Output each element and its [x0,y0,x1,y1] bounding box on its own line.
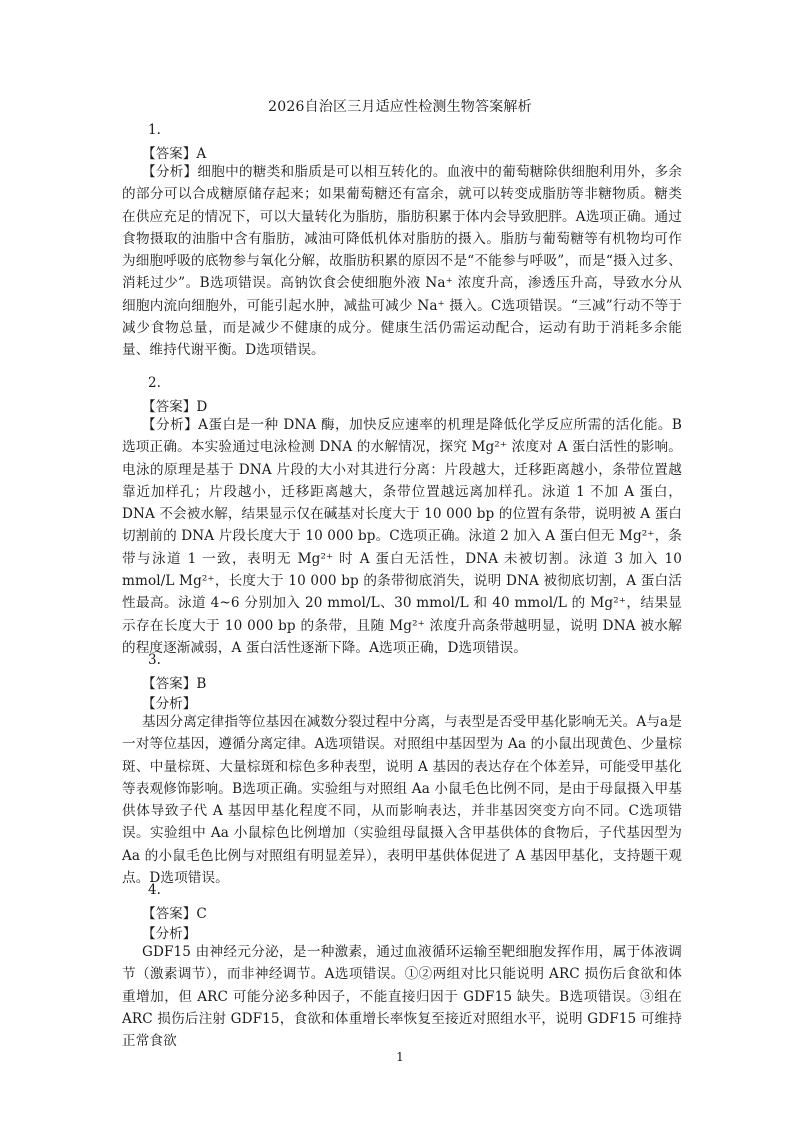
answer-line: 【答案】B [142,676,207,692]
page-number: 1 [396,1050,404,1064]
question-number: 3. [148,652,161,668]
analysis-label: 【分析】 [142,417,199,433]
analysis-label: 【分析】 [142,696,197,712]
analysis-label: 【分析】 [142,926,197,942]
question-number: 4. [148,882,161,898]
analysis-paragraph [122,161,682,362]
analysis-paragraph: 基因分离定律指等位基因在减数分裂过程中分离，与表型是否受甲基化影响无关。A与a是一对等位基因，遵循分离定律。A选项错误。对照组中基因型为 Aa 的小鼠出现黄色、少量棕斑、中量棕斑、大量棕斑和棕色多种表型，说明 A 基因的表达存在个体差异，可能受甲基化等表观修饰影响。B选项正确。实验组与对照组 Aa 小鼠毛色比例不同，是由于母鼠摄入甲基供体导致子代 A 基因甲基化程度不同，从而影响表达，并非基因突变方向不同。C选项错误。实验组中 Aa 小鼠棕色比例增加（实验组母鼠摄入含甲基供体的食物后，子代基因型为 Aa 的小鼠毛色比例与对照组有明显差异），表明甲基供体促进了 A 基因甲基化，支持题干观点。D选项错误。 [122,714,682,887]
analysis-text: A蛋白是一种 DNA 酶，加快反应速率的机理是降低化学反应所需的活化能。B选项正确。本实验通过电泳检测 DNA 的水解情况，探究 Mg²⁺ 浓度对 A 蛋白活性的影响。电泳的原理是基于 DNA 片段的大小对其进行分离：片段越大，迁移距离越小，条带位置越靠近加样孔；片段越小，迁移距离越大，条带位置越远离加样孔。泳道 1 不加 A 蛋白，DNA 不会被水解，结果显示仅在碱基对长度大于 10 000 bp 的位置有条带，说明被 A 蛋白切割前的 DNA 片段长度大于 10 000 bp。C选项正确。泳道 2 加入 A 蛋白但无 Mg²⁺，条带与泳道 1 一致，表明无 Mg²⁺ 时 A 蛋白无活性，DNA 未被切割。泳道 3 加入 10 mmol/L Mg²⁺，长度大于 10 000 bp 的条带彻底消失，说明 DNA 被彻底切割，A 蛋白活性最高。泳道 4~6 分别加入 20 mmol/L、30 mmol/L 和 40 mmol/L 的 Mg²⁺，结果显示存在长度大于 10 000 bp 的条带，且随 Mg²⁺ 浓度升高条带越明显，说明 DNA 被水解的程度逐渐减弱，A 蛋白活性逐渐下降。A选项正确，D选项错误。 [122,417,682,656]
answer-line: 【答案】D [142,399,208,415]
document-title: 2026自治区三月适应性检测生物答案解析 [268,99,532,115]
analysis-paragraph: GDF15 由神经元分泌，是一种激素，通过血液循环运输至靶细胞发挥作用，属于体液调节（激素调节），而非神经调节。A选项错误。①②两组对比只能说明 ARC 损伤后食欲和体重增加，但 ARC 可能分泌多种因子，不能直接归因于 GDF15 缺失。B选项错误。③组在 ARC 损伤后注射 GDF15，食欲和体重增长率恢复至接近对照组水平，说明 GDF15 可维持正常食欲 [122,944,682,1050]
analysis-text: 细胞中的糖类和脂质是可以相互转化的。血液中的葡萄糖除供细胞利用外，多余的部分可以合成糖原储存起来；如果葡萄糖还有富余，就可以转变成脂肪等非糖物质。糖类在供应充足的情况下，可以大量转化为脂肪，脂肪积累于体内会导致肥胖。A选项正确。通过食物摄取的油脂中含有脂肪，减油可降低机体对脂肪的摄入。脂肪与葡萄糖等有机物均可作为细胞呼吸的底物参与氧化分解，故脂肪积累的原因不是“不能参与呼吸”，而是“摄入过多、消耗过少”。B选项错误。高钠饮食会使细胞外液 Na⁺ 浓度升高，渗透压升高，导致水分从细胞内流向细胞外，可能引起水肿，减盐可减少 Na⁺ 摄入。C选项错误。“三减”行动不等于减少食物总量，而是减少不健康的成分。健康生活仍需运动配合，运动有助于消耗多余能量、维持代谢平衡。D选项错误。 [122,164,682,359]
analysis-label: 【分析】 [142,164,198,180]
question-number: 2. [148,375,161,391]
answer-line: 【答案】C [142,906,207,922]
answer-line: 【答案】A [142,146,207,162]
analysis-paragraph [122,414,682,659]
question-number: 1. [148,122,161,138]
